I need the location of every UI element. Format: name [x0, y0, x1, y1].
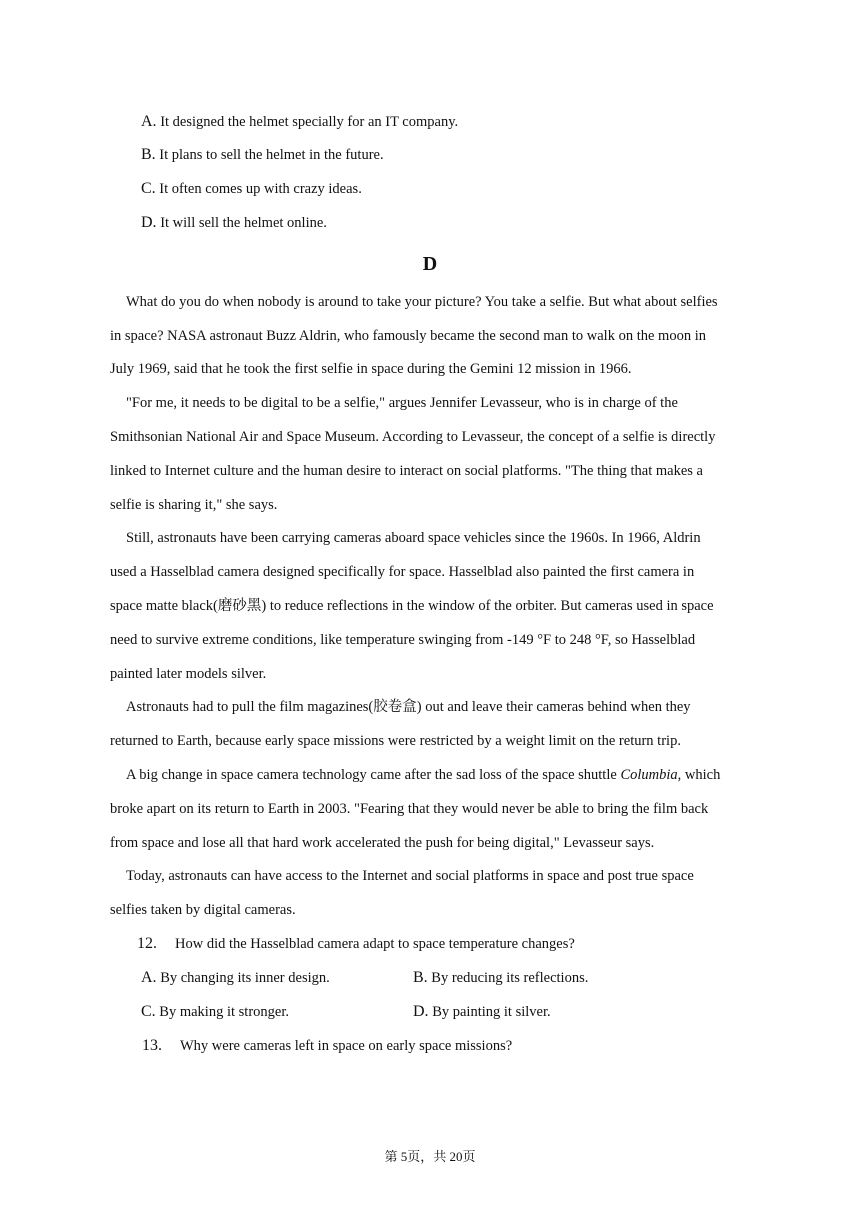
- passage-line: Still, astronauts have been carrying cameras aboard space vehicles since the 1960s. In 1966, Aldrin: [126, 530, 701, 546]
- passage-line: Astronauts had to pull the film magazines(胶卷盒) out and leave their cameras behind when they: [126, 699, 691, 715]
- passage-line: selfie is sharing it," she says.: [110, 497, 278, 513]
- question-text: How did the Hasselblad camera adapt to space temperature changes?: [175, 936, 575, 952]
- option-b: B. By reducing its reflections.: [413, 969, 589, 986]
- option-d: D. By painting it silver.: [413, 1003, 551, 1020]
- passage-line: linked to Internet culture and the human desire to interact on social platforms. "The thing that makes a: [110, 463, 703, 479]
- section-title: D: [422, 253, 438, 275]
- passage-line: from space and lose all that hard work accelerated the push for being digital," Levasseur says.: [110, 835, 655, 851]
- option-c: C. By making it stronger.: [141, 1003, 289, 1020]
- passage-line: painted later models silver.: [110, 666, 267, 682]
- option-a: A. By changing its inner design.: [141, 969, 330, 986]
- passage-line: "For me, it needs to be digital to be a selfie," argues Jennifer Levasseur, who is in charge of the: [126, 395, 678, 411]
- question-number: 12.: [137, 935, 157, 952]
- option-c: C. It often comes up with crazy ideas.: [141, 180, 362, 197]
- passage-line: space matte black(磨砂黑) to reduce reflections in the window of the orbiter. But cameras used in space: [110, 598, 714, 614]
- question-13: [142, 1036, 512, 1056]
- passage-line: July 1969, said that he took the first selfie in space during the Gemini 12 mission in 1966.: [110, 361, 632, 377]
- question-number: 13.: [142, 1037, 162, 1054]
- shuttle-name: Columbia: [620, 767, 678, 783]
- passage-line: need to survive extreme conditions, like temperature swinging from -149 °F to 248 °F, so Hasselblad: [110, 632, 696, 648]
- option-d: D. It will sell the helmet online.: [141, 214, 327, 231]
- passage-line: selfies taken by digital cameras.: [110, 902, 296, 918]
- question-text: Why were cameras left in space on early space missions?: [180, 1038, 513, 1054]
- passage-line: What do you do when nobody is around to take your picture? You take a selfie. But what about selfies: [126, 294, 718, 310]
- option-b: B. It plans to sell the helmet in the future.: [141, 146, 384, 163]
- passage-line: in space? NASA astronaut Buzz Aldrin, who famously became the second man to walk on the moon in: [110, 328, 706, 344]
- passage-line: A big change in space camera technology came after the sad loss of the space shuttle Columbia, which: [126, 767, 721, 783]
- passage-line: used a Hasselblad camera designed specifically for space. Hasselblad also painted the first camera in: [110, 564, 695, 580]
- question-12: [137, 934, 575, 954]
- passage-line: broke apart on its return to Earth in 2003. "Fearing that they would never be able to bring the film back: [110, 801, 709, 817]
- passage-line: returned to Earth, because early space missions were restricted by a weight limit on the return trip.: [110, 733, 681, 749]
- option-a: A. It designed the helmet specially for an IT company.: [141, 113, 459, 130]
- passage-line: Smithsonian National Air and Space Museum. According to Levasseur, the concept of a selfie is directly: [110, 429, 716, 445]
- page-footer: 第 5页，共 20页: [384, 1149, 476, 1164]
- passage-line: Today, astronauts can have access to the Internet and social platforms in space and post true space: [126, 868, 694, 884]
